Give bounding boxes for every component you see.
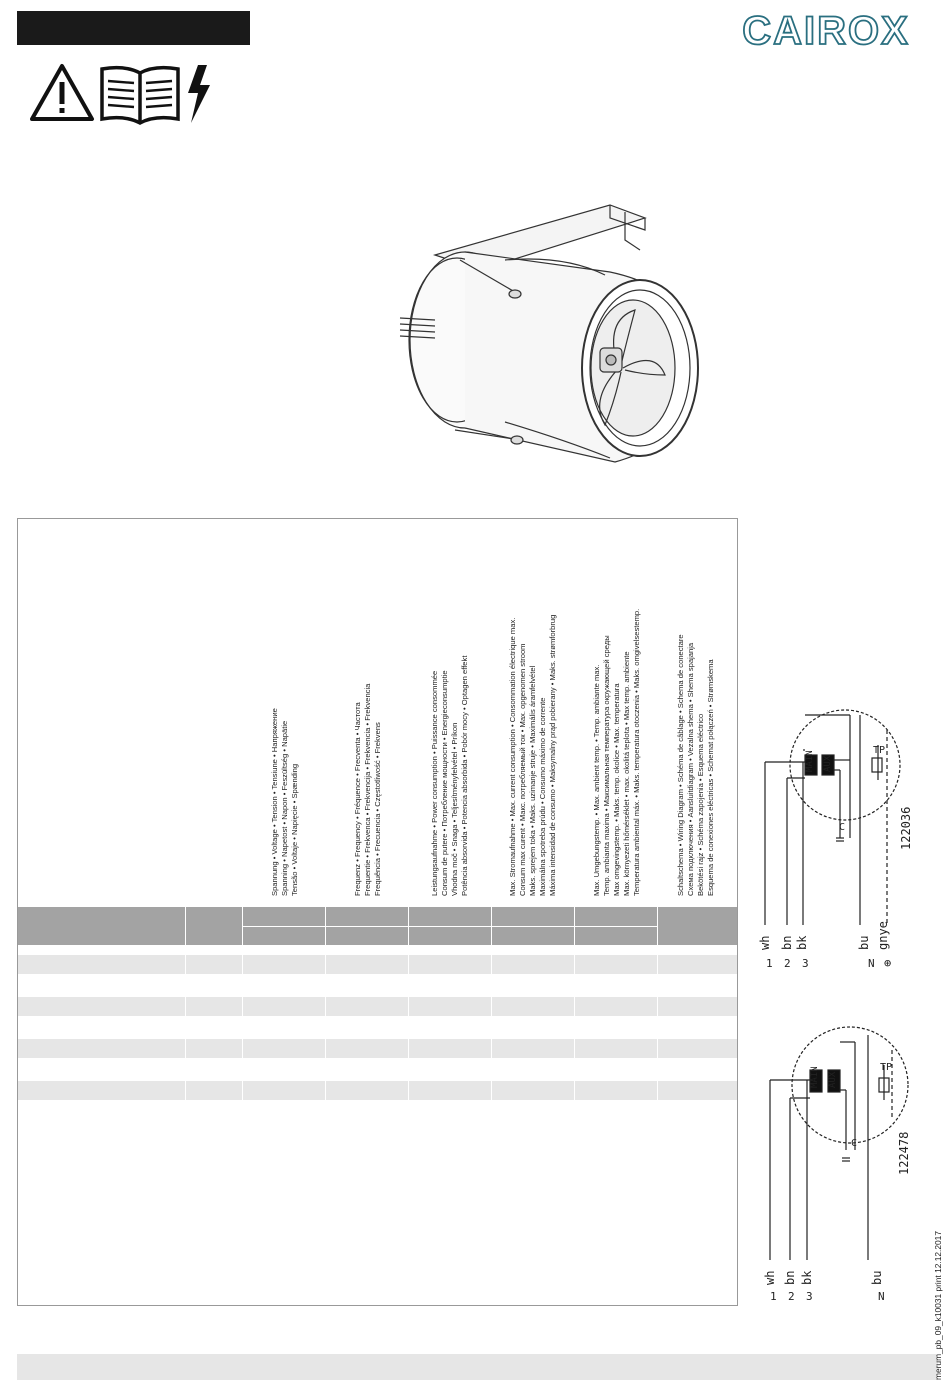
- svg-text:N: N: [878, 1290, 885, 1303]
- svg-text:bk: bk: [800, 1270, 814, 1285]
- svg-text:3: 3: [802, 957, 809, 970]
- svg-text:bu: bu: [857, 935, 871, 950]
- svg-text:TP: TP: [880, 1062, 893, 1073]
- table-row: [18, 1081, 737, 1100]
- column-header-current: Max. Stromaufnahme • Max. current consumption • Consommation électrique max. Consum max curent • Макс. потребляемый ток • Max. opgenomen stroom Maks. sprejem toka • Maks. uzimanje struje • Maximális áramfelvétel Maximálna spotreba prúdu • Consumo máximo de corrente Máxima intensidad de consumo • Maksymalny prąd pobierany • Maks. strømforbrug: [508, 614, 557, 896]
- svg-text:122478: 122478: [897, 1131, 911, 1175]
- wiring-diagram-122036: [750, 700, 930, 980]
- svg-text:1: 1: [770, 1290, 777, 1303]
- svg-text:bn: bn: [783, 1270, 797, 1285]
- table-row: [18, 955, 737, 974]
- inline-duct-fan-drawing: [395, 200, 725, 470]
- column-header-voltage: Spannung • Voltage • Tension • Tensiune • Напряжение Spanning • Napetost • Napon • Feszültség • Napätie Tensão • Voltaje • Napięcie • Spænding: [270, 708, 299, 896]
- manual-book-icon: [102, 68, 178, 123]
- svg-text:wh: wh: [763, 1270, 777, 1285]
- column-header-wiring: Schaltschema • Wiring Diagram • Schéma de câblage • Schema de conectare Схема подключения • Aansluitdiagram • Vezalna shema • Shema spajanja Bekötési rajz • Schéma zapojenia • Esquema eléctrico Esquema de conexiones eléctricas • Schemat połączeń • Strømskema: [676, 634, 715, 896]
- svg-text:N: N: [868, 957, 875, 970]
- brand-logo: [735, 8, 917, 50]
- svg-text:AUX: AUX: [823, 755, 833, 772]
- table-row: [18, 1018, 737, 1037]
- svg-text:bn: bn: [780, 935, 794, 950]
- header-black-bar: [17, 11, 250, 45]
- wiring-diagram-122478: [750, 1010, 930, 1305]
- svg-text:bu: bu: [870, 1270, 884, 1285]
- svg-text:gnye: gnye: [876, 921, 890, 950]
- svg-text:MAIN: MAIN: [805, 750, 815, 772]
- table-row: [18, 1102, 737, 1121]
- column-header-power: Leistungsaufnahme • Power consumption • Puissance consommée Consum de putere • Потребление мощности • Energieconsumptie Vhodna moč • Snaga • Teljesítményfelvétel • Príkon Potência absorvida • Potencia absorbida • Pobór mocy • Optagen effekt: [430, 655, 469, 896]
- svg-text:wh: wh: [758, 935, 772, 950]
- print-info: merum_pb_09_k10031 print 12.12.2017: [933, 1231, 943, 1380]
- svg-text:122036: 122036: [899, 806, 913, 850]
- svg-text:⊕: ⊕: [884, 956, 892, 970]
- svg-text:MAIN: MAIN: [810, 1066, 820, 1088]
- svg-text:C: C: [851, 1138, 858, 1149]
- column-header-frequency: Frequenz • Frequency • Fréquence • Frecventa • Частота Frequentie • Frekvenca • Frekvencija • Frekvencia • Frekvencia Frequência • Frecuencia • Częstotliwość • Frekvens: [353, 683, 382, 896]
- svg-text:bk: bk: [795, 935, 809, 950]
- svg-text:CAIROX: CAIROX: [742, 9, 910, 50]
- svg-text:TP: TP: [873, 745, 886, 756]
- column-header-ambient-temp: Max. Umgebungstemp. • Max. ambient temp. • Temp. ambiante max. Temp. ambianta maxima • Максимальная температура окружающей среды Max omgevingstemp. • Maks. temp. okolice • Max. temperatura Max. környezeti hőmérséklet • max. okolitá teplota • Max temp. ambiente Temperatura ambiental máx. • Maks. temperatura otoczenia • Maks. omgivelsestemp.: [592, 608, 641, 896]
- lightning-bolt-icon: [188, 65, 210, 123]
- table-row: [18, 997, 737, 1016]
- svg-text:3: 3: [806, 1290, 813, 1303]
- table-row: [18, 1060, 737, 1079]
- table-row: [18, 1039, 737, 1058]
- svg-text:AUX: AUX: [828, 1071, 838, 1088]
- table-row: [18, 976, 737, 995]
- svg-text:2: 2: [788, 1290, 795, 1303]
- svg-text:C: C: [839, 822, 846, 833]
- warning-icons-group: [30, 63, 215, 125]
- svg-text:2: 2: [784, 957, 791, 970]
- warning-triangle-icon: [32, 66, 92, 119]
- footer-bar: [17, 1354, 938, 1380]
- svg-text:1: 1: [766, 957, 773, 970]
